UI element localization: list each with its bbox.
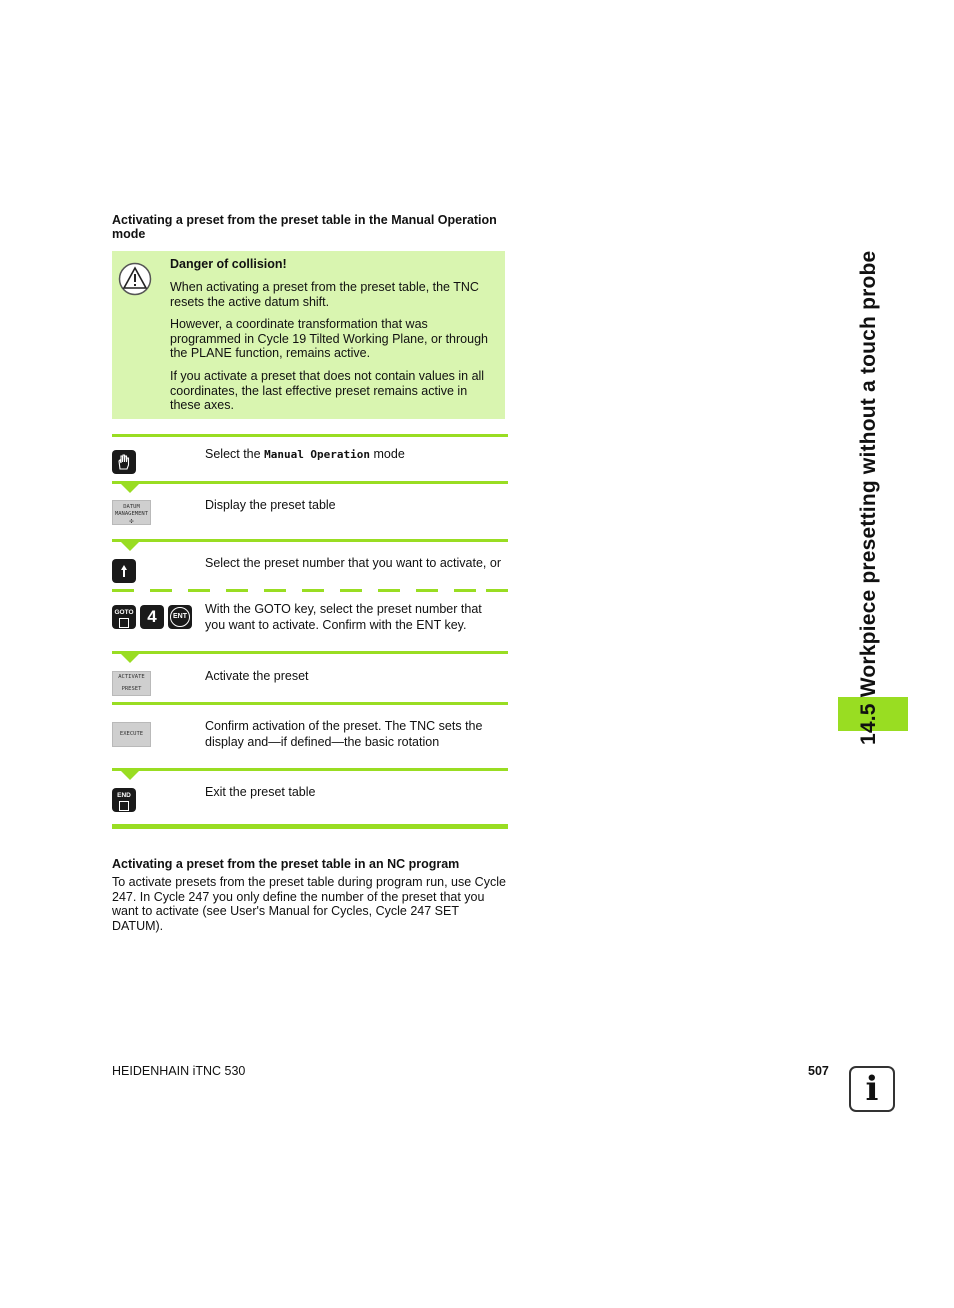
activate-preset-softkey[interactable] [112, 671, 151, 696]
steps-end-bar [112, 824, 508, 829]
dash-divider [454, 589, 476, 592]
dash-divider [188, 589, 210, 592]
end-key[interactable] [112, 788, 136, 812]
digit-4-key[interactable]: 4 [140, 605, 164, 629]
step-text: Select the Manual Operation mode [205, 447, 405, 461]
step-divider [112, 768, 508, 771]
softkey-label: EXECUTE [119, 731, 144, 737]
ent-key[interactable] [168, 605, 192, 629]
info-icon-glyph: i [865, 1069, 879, 1109]
warning-paragraph: When activating a preset from the preset table, the TNC resets the active datum shift. [170, 280, 479, 309]
dash-divider [150, 589, 172, 592]
arrow-up-key[interactable] [112, 559, 136, 583]
dash-divider [378, 589, 400, 592]
softkey-label: ACTIVATE [118, 674, 145, 680]
dash-divider [302, 589, 324, 592]
square-icon [119, 801, 129, 811]
softkey-label: PRESET [121, 686, 142, 692]
info-icon[interactable] [849, 1066, 895, 1112]
step-arrow [121, 484, 139, 493]
crosshair-icon: ✣ [129, 517, 134, 525]
square-icon [119, 618, 129, 628]
step-divider [112, 702, 508, 705]
step-divider [112, 434, 508, 437]
chapter-side-title: 14.5 Workpiece presetting without a touch probe [857, 250, 880, 745]
step-text: With the GOTO key, select the preset number that you want to activate. Confirm with the ENT key. [205, 602, 482, 632]
step-divider [112, 539, 508, 542]
warning-paragraph: However, a coordinate transformation that was programmed in Cycle 19 Tilted Working Plane, or through the PLANE function, remains active. [170, 317, 488, 360]
step-text: Display the preset table [205, 498, 336, 512]
dash-divider [416, 589, 438, 592]
softkey-label: DATUM [123, 504, 140, 510]
step-arrow [121, 542, 139, 551]
datum-management-softkey[interactable] [112, 500, 151, 525]
dash-divider [226, 589, 248, 592]
dash-divider [340, 589, 362, 592]
end-key-label: END [117, 792, 131, 799]
section-heading-manual: Activating a preset from the preset table in the Manual Operation mode [112, 213, 497, 241]
step-text: Exit the preset table [205, 785, 316, 799]
arrow-up-icon [112, 559, 136, 583]
step-text: Confirm activation of the preset. The TNC sets the display and—if defined—the basic rotation [205, 719, 483, 749]
warning-paragraph: If you activate a preset that does not contain values in all coordinates, the last effective preset remains active in these axes. [170, 369, 485, 412]
manual-operation-key[interactable] [112, 450, 136, 474]
page-number: 507 [808, 1064, 829, 1078]
dash-divider [112, 589, 134, 592]
step-text: Activate the preset [205, 669, 309, 683]
dash-divider [264, 589, 286, 592]
goto-key-label: GOTO [114, 609, 134, 616]
warning-icon [118, 262, 152, 296]
footer-product: HEIDENHAIN iTNC 530 [112, 1064, 246, 1078]
section-body: To activate presets from the preset table during program run, use Cycle 247. In Cycle 247 you only define the number of the preset that you want to activate (see User's Manual for Cycles, Cycle 247 SET DATUM). [112, 875, 506, 933]
goto-key[interactable] [112, 605, 136, 629]
step-arrow [121, 771, 139, 780]
execute-softkey[interactable] [112, 722, 151, 747]
ent-key-label: ENT [170, 607, 190, 627]
warning-title: Danger of collision! [170, 257, 287, 271]
softkey-label: MANAGEMENT [114, 511, 149, 517]
section-heading-nc: Activating a preset from the preset table in an NC program [112, 857, 460, 871]
step-text: Select the preset number that you want to activate, or [205, 556, 501, 570]
step-divider [112, 651, 508, 654]
hand-icon [112, 450, 136, 474]
step-divider [112, 481, 508, 484]
step-arrow [121, 654, 139, 663]
dash-divider [486, 589, 508, 592]
